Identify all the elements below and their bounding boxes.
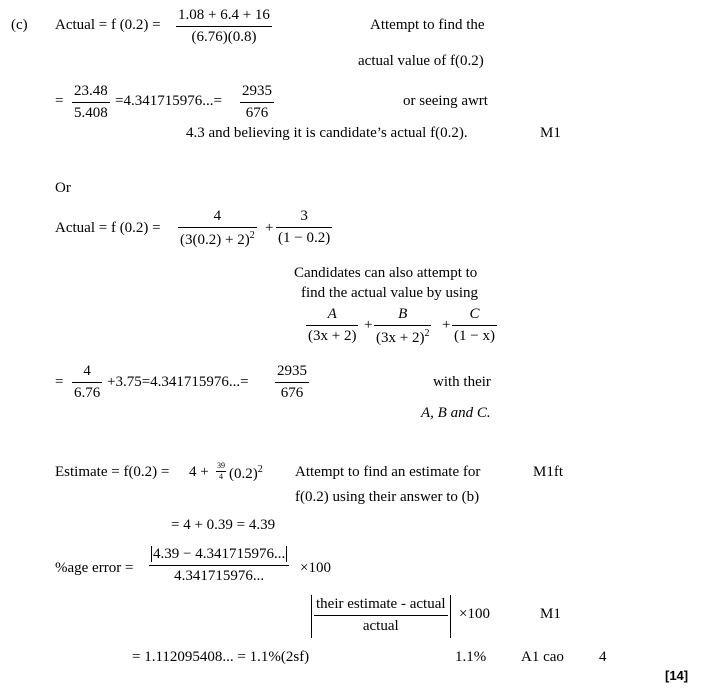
calc2-fraction2 [275, 364, 309, 401]
estimate-small-numerator: 39 [217, 461, 225, 470]
actual2-denominator1-text: (3(0.2) + 2) [180, 232, 250, 248]
formula-times: ×100 [459, 606, 490, 622]
estimate-result: = 4 + 0.39 = 4.39 [171, 517, 276, 533]
error-fraction [149, 547, 289, 584]
actual2-numerator2: 3 [300, 208, 308, 224]
mark-m1-first: M1 [540, 125, 561, 141]
final-total: 4 [599, 649, 607, 665]
error-numerator-abs: 4.39 − 4.341715976... [153, 546, 286, 562]
partial-b-exponent: 2 [424, 328, 430, 339]
partial-b-denominator-text: (3x + 2) [376, 330, 425, 346]
note-with-their: with their [433, 374, 491, 390]
actual-numerator: 1.08 + 6.4 + 16 [178, 7, 270, 23]
note-attempt-line1: Attempt to find the [370, 17, 485, 33]
note-estimate-line2: f(0.2) using their answer to (b) [295, 489, 480, 505]
mark-m1-second: M1 [540, 606, 561, 622]
note-awrt-line2: 4.3 and believing it is candidate’s actual f(0.2). [186, 125, 468, 141]
partial-plus-1: + [364, 317, 373, 333]
error-numerator [149, 547, 289, 565]
note-abc: A, B and C. [421, 405, 491, 421]
final-answer: 1.1% [455, 649, 487, 665]
error-denominator: 4.341715976... [149, 565, 289, 584]
calc1-equals: = [55, 93, 64, 109]
partial-plus-2: + [442, 317, 451, 333]
formula-denominator: actual [314, 615, 448, 634]
actual2-denominator1 [178, 227, 257, 248]
partial-c-numerator: C [469, 306, 480, 322]
calc1-denominator2: 676 [240, 102, 274, 121]
partial-b-numerator: B [398, 306, 408, 322]
partial-c-denominator: (1 − x) [452, 325, 497, 344]
estimate-tail-text: (0.2) [229, 466, 258, 482]
calc2-equals: = [55, 374, 64, 390]
partial-a-numerator: A [327, 306, 337, 322]
note-attempt-line2: actual value of f(0.2) [358, 53, 484, 69]
partial-fraction-a [306, 307, 358, 344]
partial-a-denominator: (3x + 2) [306, 325, 358, 344]
formula-numerator: their estimate - actual [316, 596, 446, 612]
estimate-four-plus: 4 + [189, 464, 209, 480]
partial-fraction-c [452, 307, 497, 344]
actual2-fraction1 [178, 209, 257, 248]
actual2-fraction2 [276, 209, 332, 246]
calc1-fraction1 [72, 84, 110, 121]
calc1-middle: =4.341715976...= [115, 93, 222, 109]
partial-fraction-b [374, 307, 431, 346]
final-result: = 1.112095408... = 1.1%(2sf) [132, 649, 310, 665]
final-mark: A1 cao [521, 649, 564, 665]
actual2-denominator1-exponent: 2 [249, 230, 255, 241]
actual2-denominator2: (1 − 0.2) [276, 227, 332, 246]
note-candidates-line2: find the actual value by using [301, 285, 479, 301]
calc1-fraction2 [240, 84, 274, 121]
note-candidates-line1: Candidates can also attempt to [294, 265, 478, 281]
partial-b-denominator [374, 325, 431, 346]
error-label: %age error = [55, 560, 134, 576]
formula-fraction [311, 595, 451, 638]
estimate-small-denominator: 4 [216, 471, 226, 481]
calc2-numerator2: 2935 [277, 363, 307, 379]
part-label: (c) [11, 17, 28, 33]
actual-fraction [176, 8, 272, 45]
estimate-tail-exponent: 2 [257, 464, 263, 475]
calc2-denominator2: 676 [275, 382, 309, 401]
mark-m1ft: M1ft [533, 464, 563, 480]
note-estimate-line1: Attempt to find an estimate for [295, 464, 481, 480]
calc2-fraction1 [72, 364, 102, 401]
error-times: ×100 [300, 560, 331, 576]
calc2-middle: +3.75=4.341715976...= [107, 374, 249, 390]
calc2-numerator1: 4 [83, 363, 91, 379]
or-label: Or [55, 180, 71, 196]
estimate-tail [229, 465, 263, 482]
calc1-denominator1: 5.408 [72, 102, 110, 121]
actual2-numerator1: 4 [213, 208, 222, 224]
note-awrt-line1: or seeing awrt [403, 93, 488, 109]
calc2-denominator1: 6.76 [72, 382, 102, 401]
actual2-label: Actual = f (0.2) = [55, 220, 161, 236]
actual-denominator: (6.76)(0.8) [176, 26, 272, 45]
calc1-numerator1: 23.48 [74, 83, 108, 99]
total-marks: [14] [665, 668, 689, 683]
calc1-numerator2: 2935 [242, 83, 272, 99]
actual2-plus: + [265, 220, 274, 236]
estimate-small-fraction [216, 462, 226, 481]
estimate-label: Estimate = f(0.2) = [55, 464, 170, 480]
actual-label: Actual = f (0.2) = [55, 17, 161, 33]
